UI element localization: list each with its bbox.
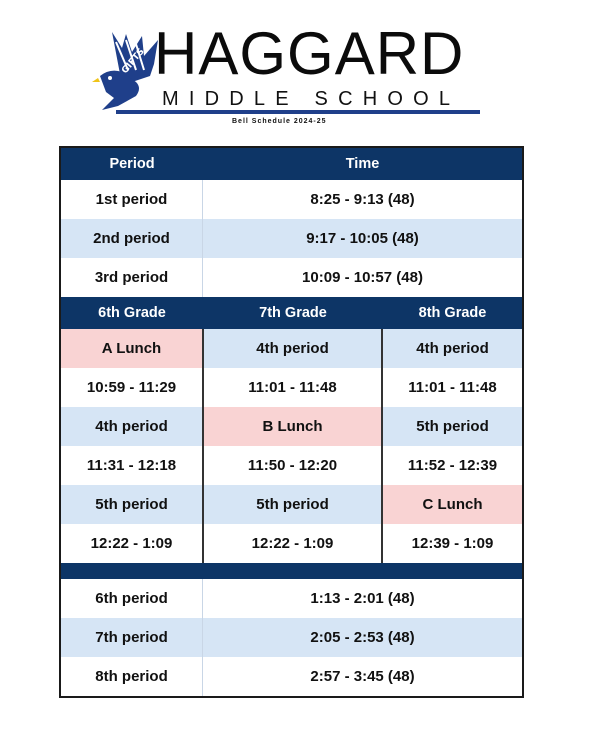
- period-cell: 8th period: [61, 657, 203, 696]
- period-cell: 5th period: [61, 485, 203, 524]
- period-cell: 3rd period: [61, 258, 203, 297]
- table-row: [61, 524, 522, 563]
- period-cell: 5th period: [383, 407, 522, 446]
- period-cell: 1st period: [61, 180, 203, 219]
- time-cell: 11:50 - 12:20: [203, 446, 383, 485]
- period-column-header: Period: [61, 148, 203, 180]
- time-column-header: Time: [203, 148, 522, 180]
- table-row: [61, 258, 522, 297]
- section-divider: [61, 563, 522, 579]
- table-row: [61, 368, 522, 407]
- time-cell: 2:05 - 2:53 (48): [203, 618, 522, 657]
- grade-8-header: 8th Grade: [383, 297, 522, 329]
- table-row: [61, 219, 522, 258]
- table-row: [61, 485, 522, 524]
- grade-6-header: 6th Grade: [61, 297, 203, 329]
- time-cell: 1:13 - 2:01 (48): [203, 579, 522, 618]
- lunch-cell: A Lunch: [61, 329, 203, 368]
- time-cell: 12:39 - 1:09: [383, 524, 522, 563]
- time-cell: 11:01 - 11:48: [203, 368, 383, 407]
- time-cell: 2:57 - 3:45 (48): [203, 657, 522, 696]
- table-row: [61, 407, 522, 446]
- bell-schedule-table: [59, 146, 524, 698]
- lunch-cell: C Lunch: [383, 485, 522, 524]
- table-row: [61, 657, 522, 696]
- lunch-cell: B Lunch: [203, 407, 383, 446]
- time-cell: 8:25 - 9:13 (48): [203, 180, 522, 219]
- period-cell: 5th period: [203, 485, 383, 524]
- school-logo: [92, 20, 492, 126]
- time-cell: 11:31 - 12:18: [61, 446, 203, 485]
- school-subtitle: MIDDLE SCHOOL: [162, 88, 461, 110]
- time-cell: 12:22 - 1:09: [203, 524, 383, 563]
- table-row: [61, 446, 522, 485]
- time-cell: 9:17 - 10:05 (48): [203, 219, 522, 258]
- period-cell: 7th period: [61, 618, 203, 657]
- logo-underline: [116, 110, 480, 114]
- table-header-row: [61, 148, 522, 180]
- period-cell: 4th period: [61, 407, 203, 446]
- table-row: [61, 579, 522, 618]
- time-cell: 11:52 - 12:39: [383, 446, 522, 485]
- grade-header-row: [61, 297, 522, 329]
- time-cell: 11:01 - 11:48: [383, 368, 522, 407]
- wing-text: GIFTS: [120, 46, 147, 76]
- period-cell: 4th period: [383, 329, 522, 368]
- grade-7-header: 7th Grade: [203, 297, 383, 329]
- table-row: [61, 329, 522, 368]
- time-cell: 10:59 - 11:29: [61, 368, 203, 407]
- table-row: [61, 618, 522, 657]
- period-cell: 4th period: [203, 329, 383, 368]
- school-name-title: HAGGARD: [154, 20, 465, 87]
- time-cell: 10:09 - 10:57 (48): [203, 258, 522, 297]
- table-row: [61, 180, 522, 219]
- time-cell: 12:22 - 1:09: [61, 524, 203, 563]
- period-cell: 2nd period: [61, 219, 203, 258]
- schedule-caption: Bell Schedule 2024-25: [232, 118, 327, 125]
- period-cell: 6th period: [61, 579, 203, 618]
